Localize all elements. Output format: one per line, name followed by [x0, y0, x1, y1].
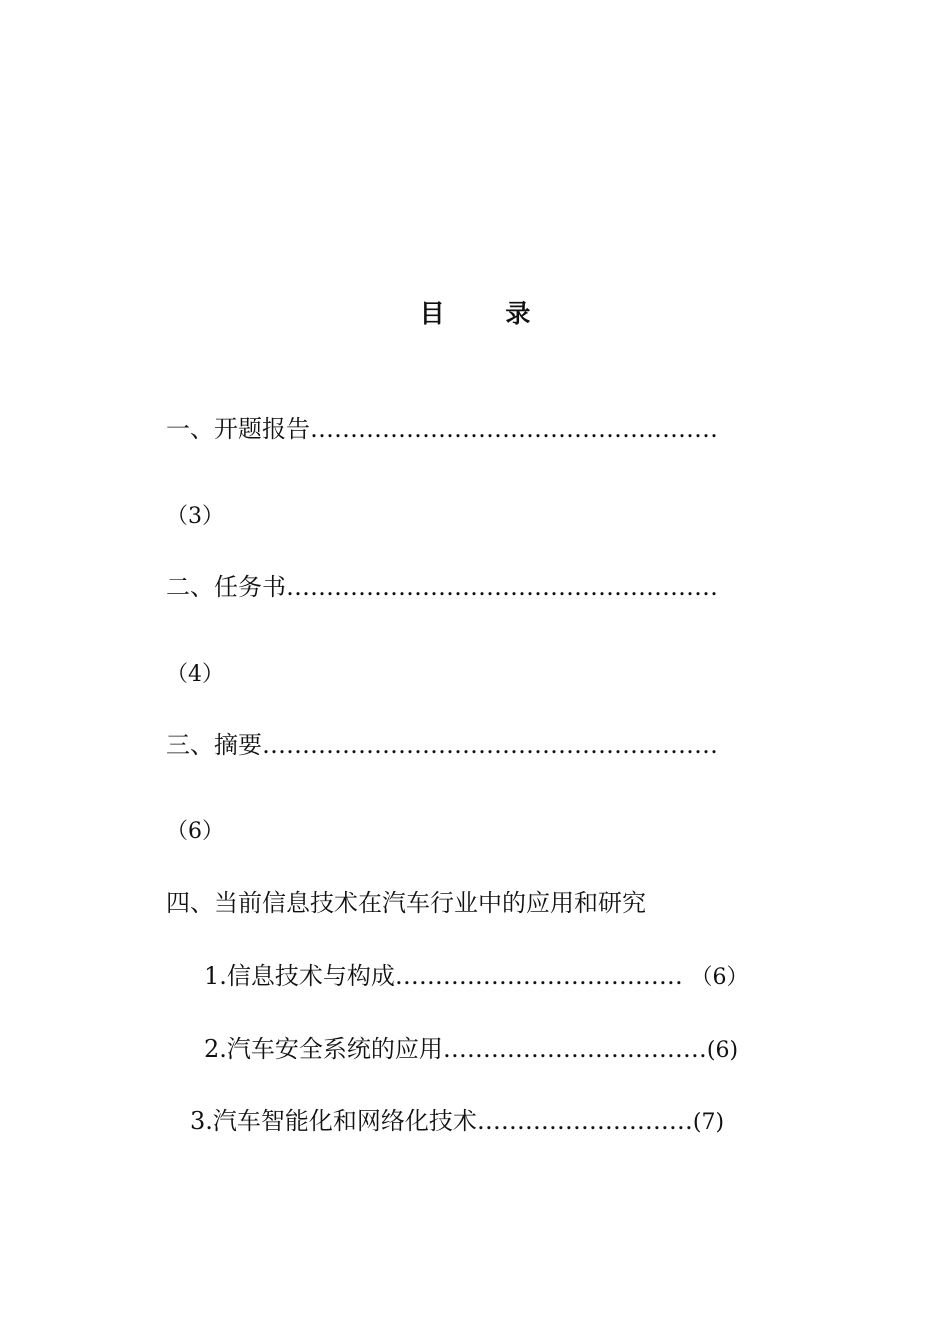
- toc-sub-entry-label: 3.汽车智能化和网络化技术: [190, 1107, 477, 1135]
- dot-leader: ………………………………: [394, 962, 691, 990]
- toc-sub-entry-2: [204, 1032, 738, 1068]
- toc-sub-entry-3: [190, 1104, 724, 1140]
- toc-entry-4: [166, 886, 646, 920]
- dot-leader: ………………………………………………: [286, 573, 718, 601]
- dot-leader: …………………………………………………: [262, 731, 718, 759]
- toc-sub-entry-1: [204, 959, 749, 995]
- toc-entry-1: [166, 412, 718, 446]
- toc-sub-entry-label: 2.汽车安全系统的应用: [204, 1035, 443, 1063]
- toc-entry-2: [166, 570, 718, 604]
- toc-sub-entry-label: 1.信息技术与构成: [204, 962, 395, 990]
- dot-leader: ………………………: [476, 1107, 693, 1135]
- toc-entry-3-page: （6）: [166, 819, 224, 844]
- toc-entry-label: 三、摘要: [166, 731, 262, 759]
- toc-entry-label: 一、开题报告: [166, 415, 310, 443]
- toc-entry-label: 二、任务书: [166, 573, 286, 601]
- toc-sub-entry-page: （6）: [690, 965, 749, 990]
- toc-entry-label: 四、当前信息技术在汽车行业中的应用和研究: [166, 889, 646, 917]
- toc-sub-entry-page: (6): [706, 1038, 739, 1063]
- toc-entry-3: [166, 728, 718, 762]
- toc-title: 目 录: [419, 299, 557, 328]
- toc-entry-2-page: （4）: [166, 662, 224, 687]
- dot-leader: ……………………………: [442, 1035, 707, 1063]
- dot-leader: ……………………………………………: [310, 415, 718, 443]
- toc-entry-1-page: （3）: [166, 504, 224, 529]
- toc-sub-entry-page: (7): [692, 1110, 725, 1135]
